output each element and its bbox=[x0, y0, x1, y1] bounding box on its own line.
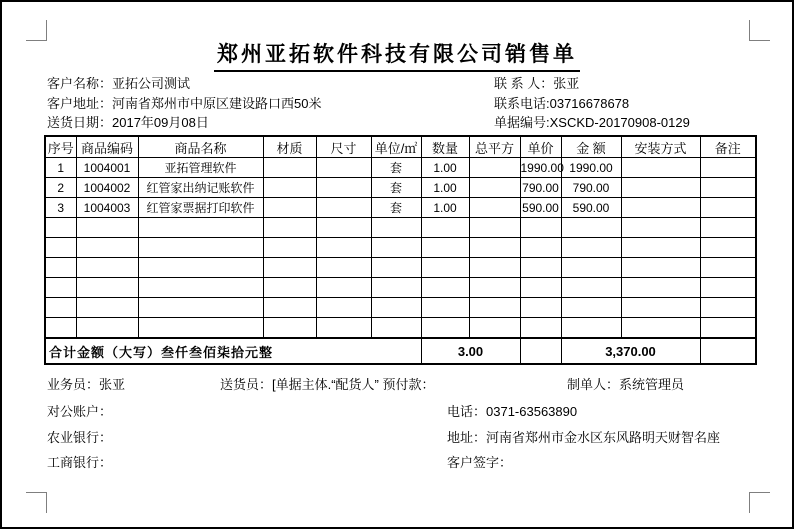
empty-row bbox=[45, 278, 756, 298]
table-cell: 2 bbox=[45, 178, 76, 198]
table-cell bbox=[263, 218, 316, 238]
order-info-block bbox=[494, 74, 690, 133]
table-cell: 590.00 bbox=[561, 198, 621, 218]
corner-mark-bottom-right bbox=[749, 492, 770, 513]
table-cell bbox=[371, 298, 421, 318]
table-cell bbox=[45, 218, 76, 238]
table-cell bbox=[138, 278, 263, 298]
table-cell bbox=[138, 238, 263, 258]
table-cell: 1990.00 bbox=[520, 158, 561, 178]
table-cell: 套 bbox=[371, 178, 421, 198]
table-cell bbox=[561, 238, 621, 258]
table-cell bbox=[469, 198, 520, 218]
table-cell bbox=[700, 218, 756, 238]
table-cell bbox=[76, 238, 138, 258]
total-unit-price-cell bbox=[520, 338, 561, 364]
corporate-account-line: 对公账户： bbox=[47, 404, 113, 419]
table-cell bbox=[520, 258, 561, 278]
total-remark-cell bbox=[700, 338, 756, 364]
empty-row bbox=[45, 318, 756, 339]
table-cell bbox=[45, 278, 76, 298]
table-cell bbox=[700, 298, 756, 318]
column-header: 金 额 bbox=[561, 136, 621, 158]
table-cell bbox=[138, 318, 263, 339]
table-cell: 红管家票据打印软件 bbox=[138, 198, 263, 218]
table-cell bbox=[700, 158, 756, 178]
table-cell bbox=[263, 238, 316, 258]
salesman-line: 业务员：张亚 bbox=[47, 377, 126, 392]
company-address-line: 地址：河南省郑州市金水区东风路明天财智名座 bbox=[447, 430, 721, 445]
table-cell bbox=[621, 218, 700, 238]
column-header: 序号 bbox=[45, 136, 76, 158]
table-cell bbox=[263, 298, 316, 318]
table-cell bbox=[621, 178, 700, 198]
table-cell bbox=[700, 198, 756, 218]
table-cell: 套 bbox=[371, 158, 421, 178]
table-cell bbox=[561, 218, 621, 238]
table-cell bbox=[621, 258, 700, 278]
table-cell bbox=[469, 278, 520, 298]
table-cell bbox=[76, 318, 138, 339]
table-cell: 1004003 bbox=[76, 198, 138, 218]
table-cell bbox=[520, 278, 561, 298]
total-quantity: 3.00 bbox=[421, 338, 520, 364]
table-cell bbox=[561, 298, 621, 318]
agricultural-bank-line: 农业银行： bbox=[47, 430, 113, 445]
table-cell bbox=[45, 298, 76, 318]
item-row bbox=[45, 158, 756, 178]
empty-row bbox=[45, 238, 756, 258]
table-cell: 1004001 bbox=[76, 158, 138, 178]
column-header: 尺寸 bbox=[316, 136, 371, 158]
column-header: 单价 bbox=[520, 136, 561, 158]
table-header-row bbox=[45, 136, 756, 158]
table-cell: 790.00 bbox=[561, 178, 621, 198]
contact-phone-line: 联系电话:03716678678 bbox=[494, 95, 630, 111]
table-cell bbox=[421, 278, 469, 298]
phone-line: 电话：0371-63563890 bbox=[447, 404, 578, 419]
table-cell bbox=[45, 258, 76, 278]
column-header: 商品名称 bbox=[138, 136, 263, 158]
table-cell: 亚拓管理软件 bbox=[138, 158, 263, 178]
table-cell bbox=[621, 238, 700, 258]
deliveryman-line: 送货员：[单据主体.“配货人” 预付款： bbox=[220, 377, 435, 392]
table-cell bbox=[621, 318, 700, 339]
table-cell bbox=[421, 318, 469, 339]
table-cell: 3 bbox=[45, 198, 76, 218]
table-cell bbox=[561, 278, 621, 298]
table-cell bbox=[371, 258, 421, 278]
table-cell bbox=[561, 258, 621, 278]
customer-name-line: 客户名称：亚拓公司测试 bbox=[47, 76, 191, 91]
preparer-line: 制单人：系统管理员 bbox=[567, 377, 685, 392]
table-cell bbox=[421, 258, 469, 278]
table-cell bbox=[316, 158, 371, 178]
table-cell: 1.00 bbox=[421, 178, 469, 198]
table-cell: 1.00 bbox=[421, 198, 469, 218]
customer-address-line: 客户地址：河南省郑州市中原区建设路口西50米 bbox=[47, 95, 322, 111]
table-cell bbox=[469, 178, 520, 198]
icbc-bank-line: 工商银行： bbox=[47, 455, 113, 470]
table-cell bbox=[371, 238, 421, 258]
contact-person-line: 联 系 人：张亚 bbox=[494, 76, 580, 91]
table-cell bbox=[263, 318, 316, 339]
table-cell bbox=[520, 218, 561, 238]
column-header: 备注 bbox=[700, 136, 756, 158]
table-cell bbox=[469, 238, 520, 258]
table-cell bbox=[263, 158, 316, 178]
table-cell: 1.00 bbox=[421, 158, 469, 178]
table-cell bbox=[520, 238, 561, 258]
table-cell bbox=[316, 258, 371, 278]
total-amount-in-words: 合计金额（大写）叁仟叁佰柒拾元整 bbox=[45, 338, 421, 364]
table-cell bbox=[621, 198, 700, 218]
table-cell bbox=[263, 178, 316, 198]
table-cell bbox=[316, 298, 371, 318]
table-cell bbox=[371, 218, 421, 238]
table-cell bbox=[371, 278, 421, 298]
table-cell bbox=[316, 178, 371, 198]
sales-items-table bbox=[44, 135, 757, 365]
table-cell bbox=[421, 238, 469, 258]
table-cell bbox=[316, 278, 371, 298]
table-cell bbox=[621, 278, 700, 298]
table-cell bbox=[76, 218, 138, 238]
table-cell bbox=[263, 278, 316, 298]
column-header: 数量 bbox=[421, 136, 469, 158]
table-cell: 1 bbox=[45, 158, 76, 178]
item-row bbox=[45, 198, 756, 218]
table-cell bbox=[520, 298, 561, 318]
table-cell bbox=[138, 258, 263, 278]
table-cell: 790.00 bbox=[520, 178, 561, 198]
corner-mark-bottom-left bbox=[26, 492, 47, 513]
table-cell bbox=[561, 318, 621, 339]
table-cell bbox=[469, 258, 520, 278]
table-cell bbox=[263, 258, 316, 278]
table-cell bbox=[421, 298, 469, 318]
total-amount: 3,370.00 bbox=[561, 338, 700, 364]
table-cell bbox=[520, 318, 561, 339]
table-cell bbox=[700, 258, 756, 278]
table-cell bbox=[700, 318, 756, 339]
table-cell bbox=[700, 238, 756, 258]
empty-row bbox=[45, 258, 756, 278]
item-row bbox=[45, 178, 756, 198]
table-cell bbox=[76, 298, 138, 318]
table-cell bbox=[316, 198, 371, 218]
table-cell: 1004002 bbox=[76, 178, 138, 198]
table-cell bbox=[469, 298, 520, 318]
table-cell bbox=[45, 238, 76, 258]
table-cell bbox=[700, 278, 756, 298]
table-cell bbox=[76, 278, 138, 298]
order-number-line: 单据编号:XSCKD-20170908-0129 bbox=[494, 115, 690, 130]
table-cell bbox=[621, 158, 700, 178]
column-header: 安装方式 bbox=[621, 136, 700, 158]
table-cell bbox=[138, 218, 263, 238]
table-cell bbox=[45, 318, 76, 339]
empty-row bbox=[45, 218, 756, 238]
table-cell bbox=[371, 318, 421, 339]
document-title: 郑州亚拓软件科技有限公司销售单 bbox=[214, 38, 580, 72]
table-cell: 1990.00 bbox=[561, 158, 621, 178]
table-cell bbox=[421, 218, 469, 238]
table-cell: 590.00 bbox=[520, 198, 561, 218]
total-row bbox=[45, 338, 756, 364]
table-cell bbox=[469, 318, 520, 339]
table-cell bbox=[76, 258, 138, 278]
delivery-date-line: 送货日期：2017年09月08日 bbox=[47, 115, 209, 130]
column-header: 材质 bbox=[263, 136, 316, 158]
table-cell bbox=[263, 198, 316, 218]
table-cell: 套 bbox=[371, 198, 421, 218]
column-header: 商品编码 bbox=[76, 136, 138, 158]
table-cell bbox=[316, 318, 371, 339]
table-cell bbox=[138, 298, 263, 318]
table-cell bbox=[700, 178, 756, 198]
table-cell bbox=[621, 298, 700, 318]
customer-info-block bbox=[47, 74, 321, 133]
table-cell bbox=[316, 218, 371, 238]
table-cell bbox=[316, 238, 371, 258]
table-cell: 红管家出纳记账软件 bbox=[138, 178, 263, 198]
table-cell bbox=[469, 218, 520, 238]
column-header: 单位/㎡ bbox=[371, 136, 421, 158]
table-cell bbox=[469, 158, 520, 178]
empty-row bbox=[45, 298, 756, 318]
column-header: 总平方 bbox=[469, 136, 520, 158]
customer-signature-line: 客户签字： bbox=[447, 455, 513, 470]
